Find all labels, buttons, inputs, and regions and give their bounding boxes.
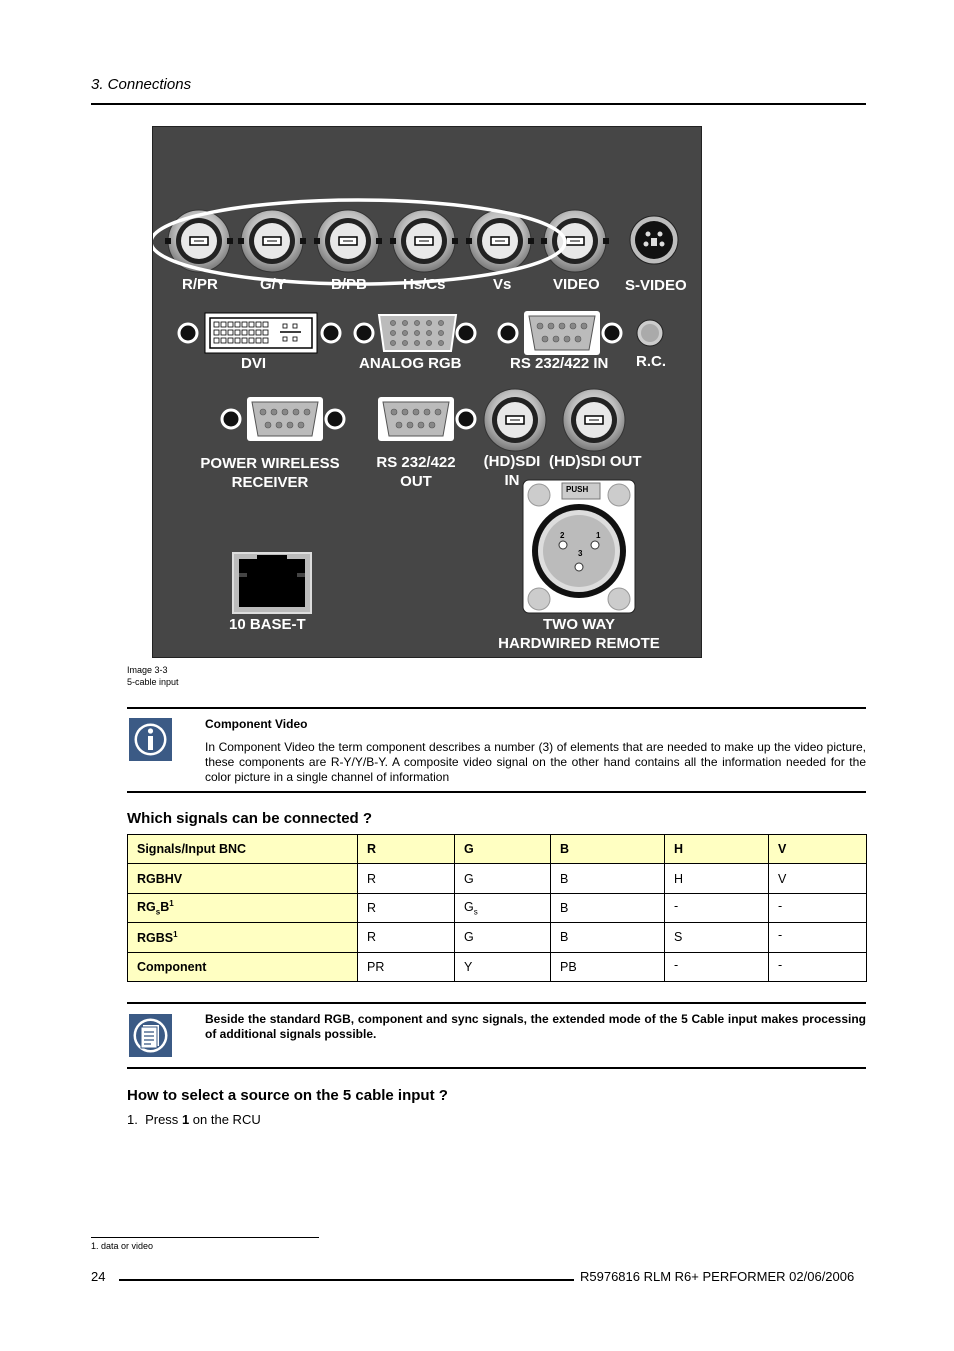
rc-jack-connector <box>637 320 663 346</box>
bnc-vs-connector <box>466 210 534 272</box>
table-cell: B <box>551 923 665 952</box>
table-row-header: RGBS$^1$ <box>128 923 358 952</box>
section-heading-select-source: How to select a source on the 5 cable input ? <box>127 1087 448 1104</box>
table-cell: S <box>665 923 769 952</box>
label-power-wireless: POWER WIRELESS RECEIVER <box>200 455 340 491</box>
rj45-connector <box>233 553 311 613</box>
table-cell: B <box>551 864 665 893</box>
table-cell: Y <box>455 952 551 981</box>
note-bottom-rule <box>127 791 866 793</box>
table-cell: R <box>358 923 455 952</box>
label-hdsdi-out: (HD)SDI OUT <box>549 453 642 470</box>
table-header-cell: Signals/Input BNC <box>128 835 358 864</box>
page-number: 24 <box>91 1269 106 1284</box>
label-pin-2: 2 <box>560 531 565 540</box>
table-cell: R <box>358 893 455 922</box>
table-cell: $G_s$ <box>455 893 551 922</box>
connector-panel-image <box>152 126 702 658</box>
note2-bottom-rule <box>127 1067 866 1069</box>
note-text: In Component Video the term component describes a number (3) of elements that are needed to make up the video picture, these components are R-Y/Y/B-Y. A composite video signal on the other hand contains all the information needed for the color picture in a single channel of information <box>205 740 866 784</box>
label-video: VIDEO <box>553 276 600 293</box>
connector-panel-drawing <box>153 127 703 659</box>
table-row <box>128 952 867 981</box>
dvi-connector <box>179 313 340 353</box>
table-row-header: RGBHV <box>128 864 358 893</box>
table-cell: - <box>769 952 867 981</box>
label-rs232-out: RS 232/422 OUT <box>376 454 456 490</box>
image-caption: Image 3-3 5-cable input <box>127 665 179 687</box>
table-header-cell: G <box>455 835 551 864</box>
table-header-cell: R <box>358 835 455 864</box>
analog-rgb-connector <box>355 315 475 351</box>
footnote: 1. data or video <box>91 1241 154 1251</box>
label-two-way-remote: TWO WAY HARDWIRED REMOTE <box>498 616 660 652</box>
table-cell: - <box>769 923 867 952</box>
label-hdsdi-in: (HD)SDI IN <box>483 453 541 489</box>
bnc-hs-cs-connector <box>390 210 458 272</box>
signals-table <box>127 834 867 982</box>
header-rule <box>91 103 866 105</box>
table-cell: R <box>358 864 455 893</box>
note2-top-rule <box>127 1002 866 1004</box>
info-icon <box>129 718 172 761</box>
table-header-cell: V <box>769 835 867 864</box>
table-cell: H <box>665 864 769 893</box>
document-reference: R5976816 RLM R6+ PERFORMER 02/06/2006 <box>580 1269 855 1284</box>
label-hs-cs: Hs/Cs <box>403 276 446 293</box>
label-vs: Vs <box>493 276 512 293</box>
table-cell: PR <box>358 952 455 981</box>
table-cell: PB <box>551 952 665 981</box>
label-s-video: S-VIDEO <box>625 277 687 294</box>
hdsdi-in-connector <box>484 389 546 451</box>
power-wireless-connector <box>222 397 344 441</box>
table-cell: G <box>455 923 551 952</box>
label-rc: R.C. <box>636 353 666 370</box>
label-pin-1: 1 <box>596 531 601 540</box>
label-b-pb: B/PB <box>331 276 367 293</box>
label-push: PUSH <box>566 485 589 494</box>
document-icon <box>129 1014 172 1057</box>
label-rs232-in: RS 232/422 IN <box>510 355 609 372</box>
footnote-rule <box>91 1237 319 1238</box>
s-video-connector <box>630 216 678 264</box>
xlr-remote-connector <box>523 480 635 613</box>
bnc-g-y-connector <box>238 210 306 272</box>
table-header-cell: B <box>551 835 665 864</box>
label-10-base-t: 10 BASE-T <box>229 616 306 633</box>
table-header-cell: H <box>665 835 769 864</box>
note-title: Component Video <box>205 717 308 731</box>
table-cell: - <box>665 893 769 922</box>
table-header-row <box>128 835 867 864</box>
key-1: 1 <box>181 1112 190 1127</box>
table-cell: B <box>551 893 665 922</box>
bnc-video-connector <box>541 210 609 272</box>
table-row <box>128 864 867 893</box>
hdsdi-out-connector <box>563 389 625 451</box>
label-dvi: DVI <box>241 355 267 372</box>
table-row <box>128 893 867 922</box>
section-heading-signals: Which signals can be connected ? <box>127 810 373 827</box>
table-row <box>128 923 867 952</box>
label-pin-3: 3 <box>578 549 583 558</box>
label-g-y: G/Y <box>260 276 286 293</box>
table-cell: G <box>455 864 551 893</box>
label-analog-rgb: ANALOG RGB <box>359 355 462 372</box>
rs232-out-connector <box>378 397 475 441</box>
note-top-rule <box>127 707 866 709</box>
step-1: 1. Press 1 on the RCU <box>127 1112 261 1127</box>
label-r-pr: R/PR <box>182 276 218 293</box>
bnc-b-pb-connector <box>314 210 382 272</box>
footer-rule <box>119 1279 574 1281</box>
table-cell: - <box>665 952 769 981</box>
table-row-header: $RG_sB^1$ <box>128 893 358 922</box>
table-cell: - <box>769 893 867 922</box>
table-cell: V <box>769 864 867 893</box>
table-row-header: Component <box>128 952 358 981</box>
note2-text: Beside the standard RGB, component and sync signals, the extended mode of the 5 Cable input makes processing of additional signals possible. <box>205 1012 866 1041</box>
chapter-heading: 3. Connections <box>91 76 192 93</box>
rs232-in-connector <box>499 311 621 355</box>
